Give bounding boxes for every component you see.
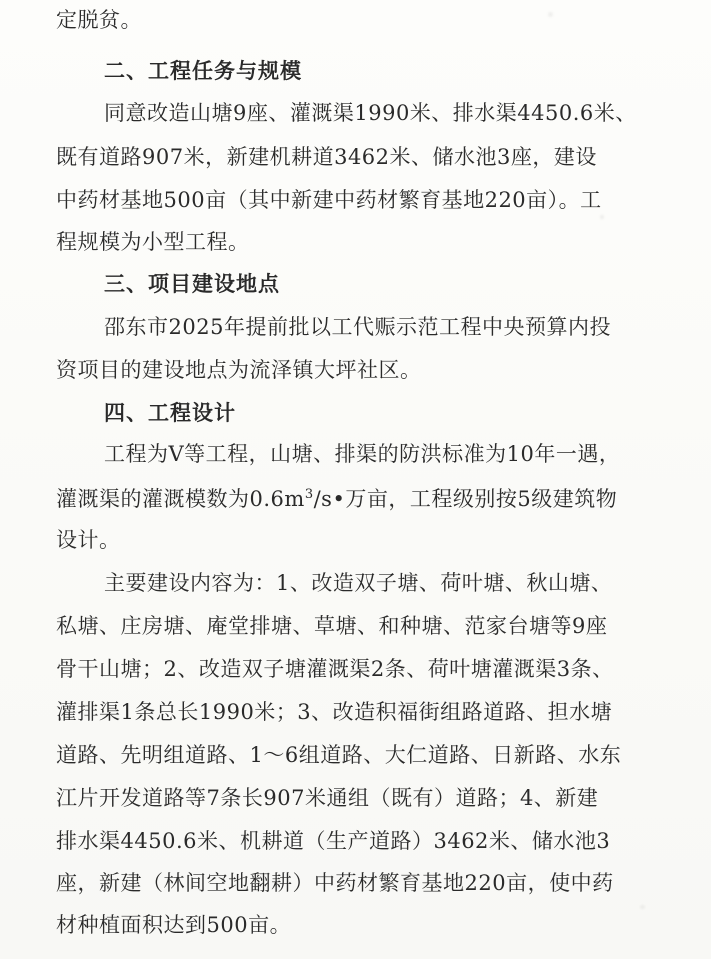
paragraph-line (56, 147, 597, 168)
text-line: 定脱贫。 (56, 8, 142, 32)
text-line: 既有道路907米，新建机耕道3462米、储水池3座，建设 (56, 145, 597, 169)
section-heading-3 (104, 274, 280, 295)
paragraph-line (56, 190, 602, 211)
superscript: 3 (304, 487, 314, 502)
paragraph-line (56, 232, 250, 253)
text-line: 设计。 (56, 528, 121, 552)
paragraph-line (104, 103, 637, 124)
section-heading-text: 二、工程任务与规模 (104, 59, 302, 83)
paragraph-line (104, 573, 612, 594)
section-heading-text: 三、项目建设地点 (104, 272, 280, 296)
text-line: 私塘、庄房塘、庵堂排塘、草塘、和种塘、范家台塘等9座 (56, 614, 608, 638)
text-line: 江片开发道路等7条长907米通组（既有）道路；4、新建 (56, 786, 599, 810)
text-line: 同意改造山塘9座、灌溉渠1990米、排水渠4450.6米、 (104, 101, 637, 125)
text-line: 道路、先明组道路、1～6组道路、大仁道路、日新路、水东 (56, 743, 622, 767)
text-line: 座，新建（林间空地翻耕）中药材繁育基地220亩，使中药 (56, 871, 614, 895)
paragraph-line (56, 873, 614, 894)
paragraph-line (56, 831, 610, 852)
paragraph-line (104, 317, 611, 338)
text-line: 骨干山塘；2、改造双子塘灌溉渠2条、荷叶塘灌溉渠3条、 (56, 657, 614, 681)
paragraph-line (56, 915, 291, 936)
paragraph-line (56, 530, 121, 551)
section-heading-4 (104, 403, 236, 424)
text-line: 主要建设内容为：1、改造双子塘、荷叶塘、秋山塘、 (104, 571, 613, 595)
text-line: 材种植面积达到500亩。 (56, 913, 292, 937)
text-line: 排水渠4450.6米、机耕道（生产道路）3462米、储水池3 (56, 829, 611, 853)
paragraph-line (56, 488, 617, 510)
text-line: 灌排渠1条总长1990米；3、改造积福街组路道路、担水塘 (56, 700, 613, 724)
paragraph-line (56, 659, 614, 680)
paragraph-line (56, 616, 607, 637)
scan-smudge (640, 905, 645, 909)
text-line: 灌溉渠的灌溉模数为0.6m (56, 487, 305, 511)
paragraph-line (104, 444, 620, 465)
text-line: 邵东市2025年提前批以工代赈示范工程中央预算内投 (104, 315, 611, 339)
text-line: 资项目的建设地点为流泽镇大坪社区。 (56, 358, 422, 382)
text-line: 中药材基地500亩（其中新建中药材繁育基地220亩）。工 (56, 188, 602, 212)
text-line: 工程为Ⅴ等工程，山塘、排渠的防洪标准为10年一遇， (104, 442, 621, 466)
scan-smudge (600, 215, 604, 219)
paragraph-line (56, 360, 422, 381)
paragraph-line (56, 702, 612, 723)
section-heading-2 (104, 61, 302, 82)
section-heading-text: 四、工程设计 (104, 401, 236, 425)
paragraph-line (56, 745, 621, 766)
text-line: 程规模为小型工程。 (56, 230, 250, 254)
scan-smudge (548, 12, 553, 17)
paragraph-line (56, 788, 598, 809)
paragraph-line (56, 10, 142, 31)
text-line: /s•万亩，工程级别按5级建筑物 (313, 487, 618, 511)
